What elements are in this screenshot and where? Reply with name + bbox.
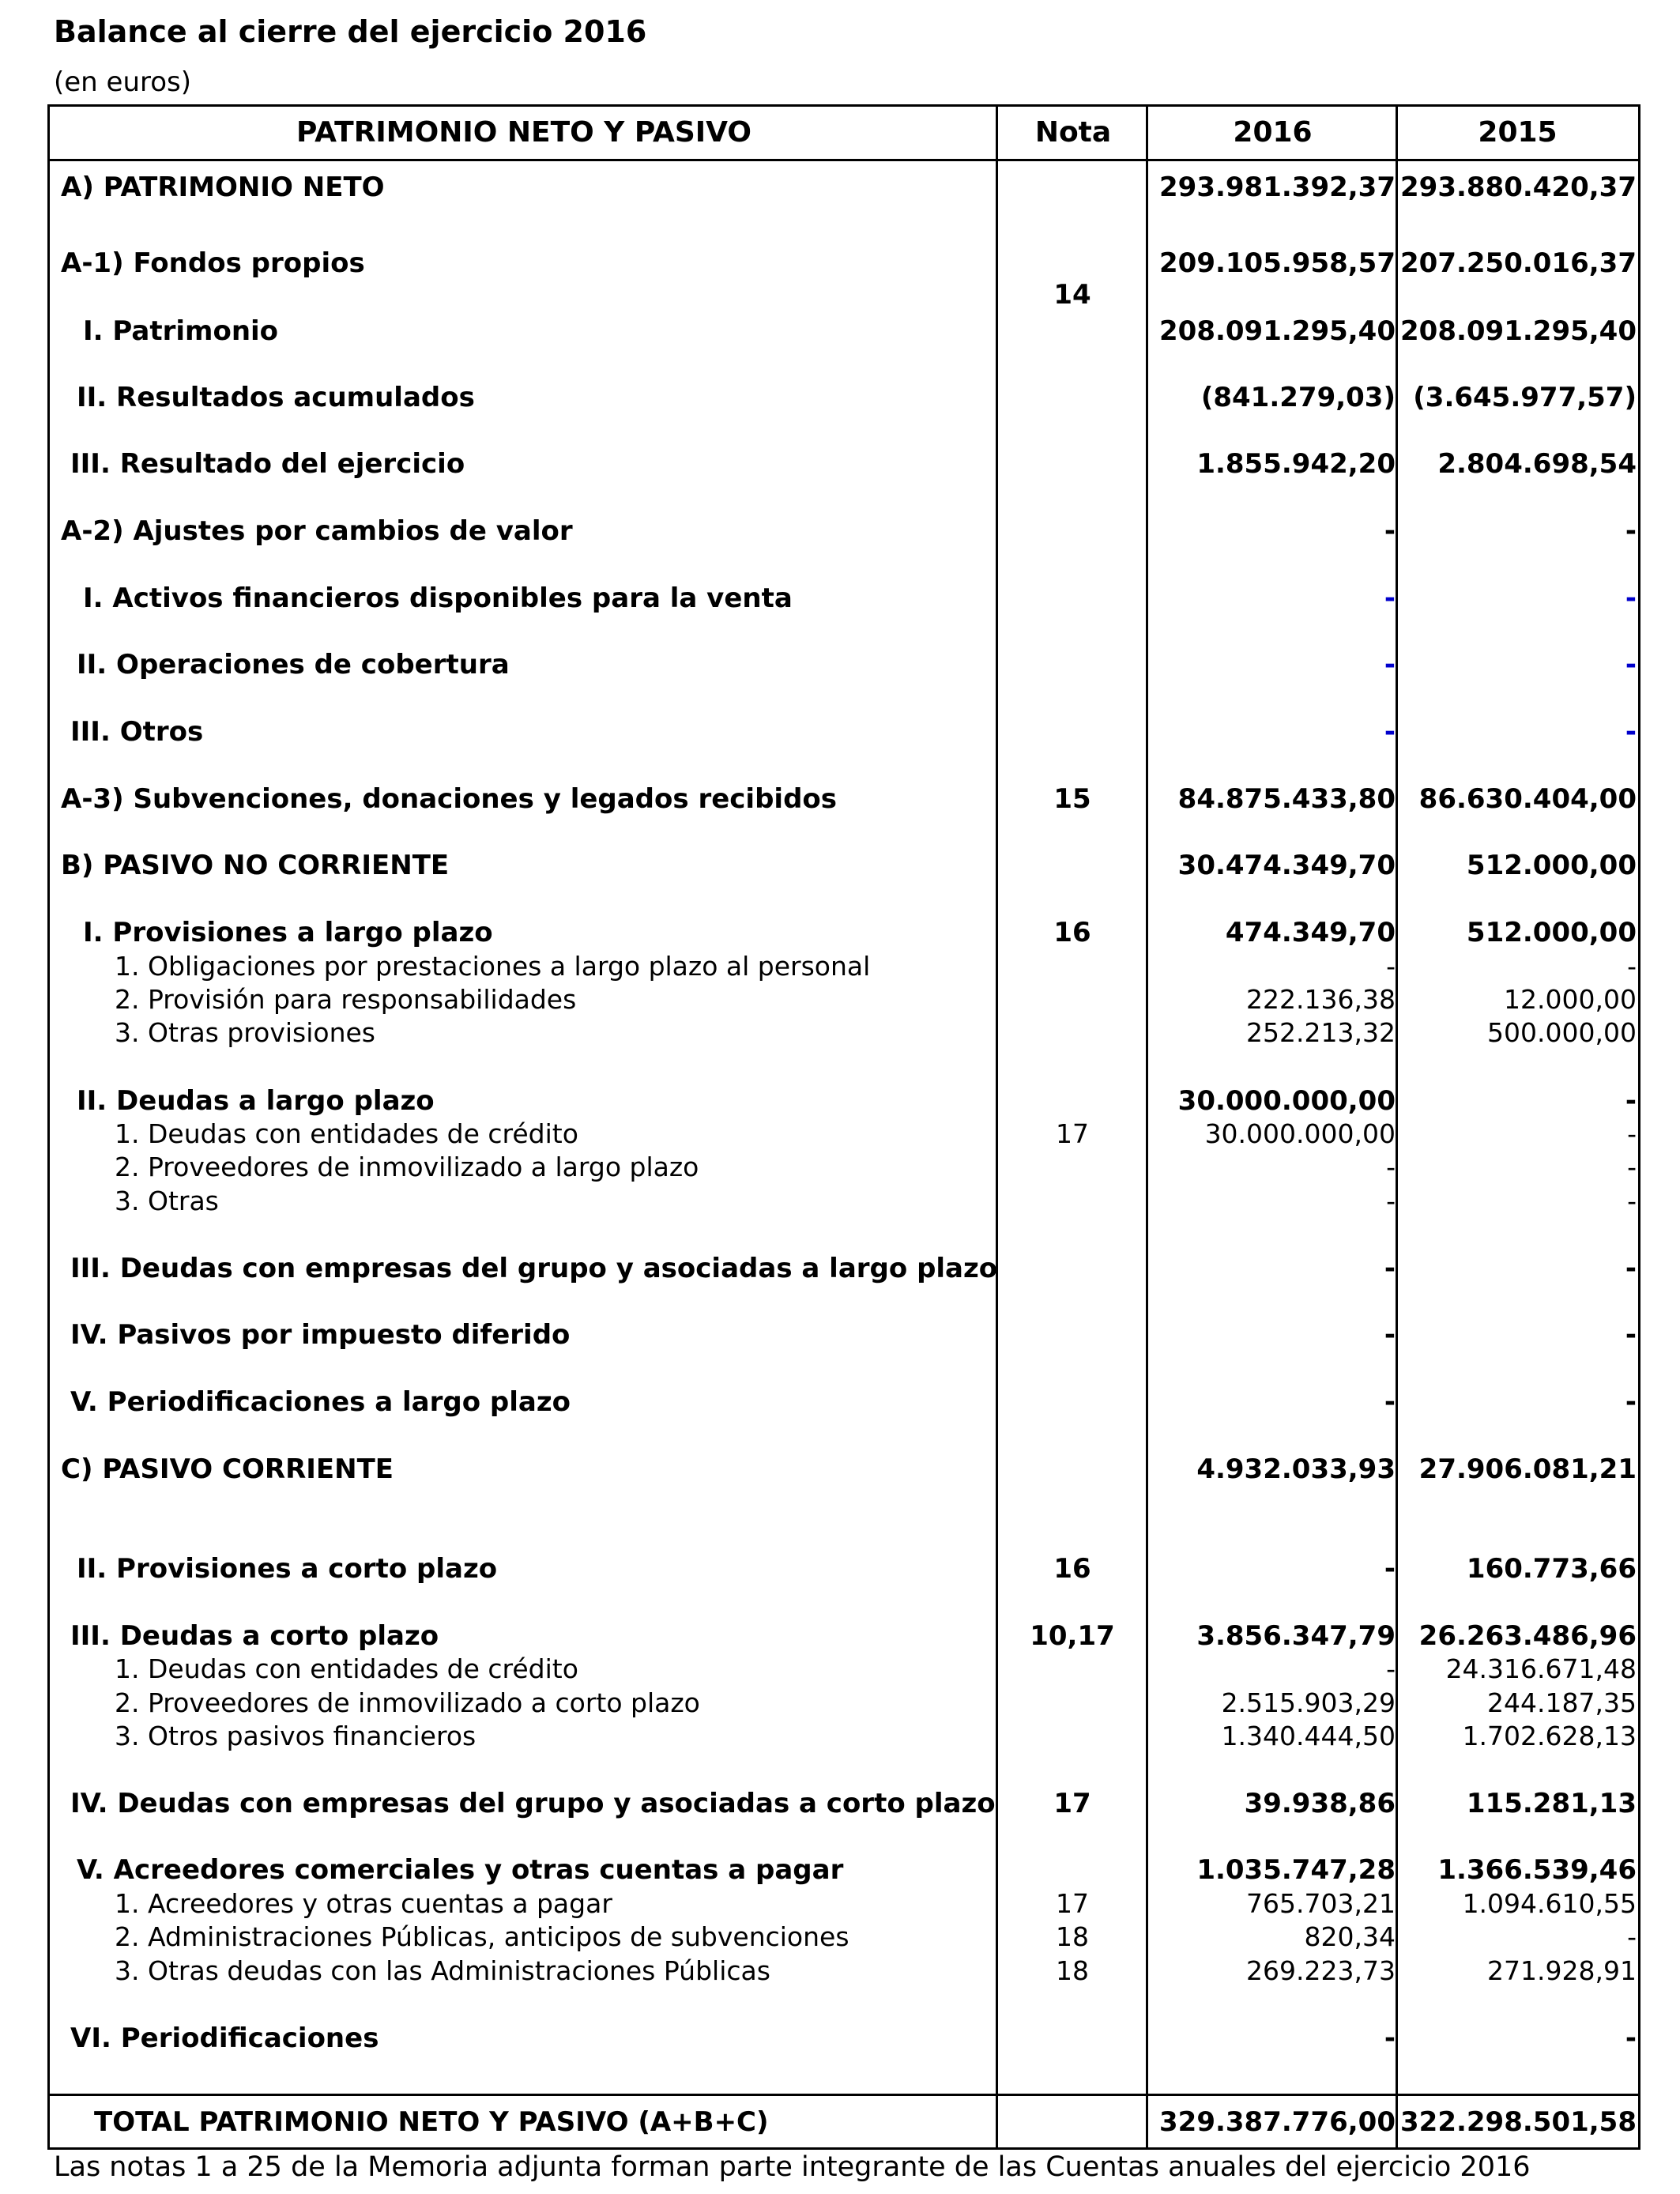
row-value-2015: - <box>1625 515 1637 547</box>
row-value-2016: - <box>1384 1386 1396 1418</box>
row-value-2015: 27.906.081,21 <box>1418 1453 1637 1485</box>
row-value-2015: 244.187,35 <box>1487 1687 1637 1718</box>
row-value-2016: 30.474.349,70 <box>1177 850 1396 881</box>
row-value-2016: - <box>1384 716 1396 748</box>
row-label: 3. Otras provisiones <box>115 1017 375 1048</box>
row-note: 17 <box>1053 1788 1091 1819</box>
row-label: A) PATRIMONIO NETO <box>61 172 385 203</box>
row-value-2016: - <box>1384 2022 1396 2054</box>
row-value-2015: 208.091.295,40 <box>1400 315 1637 347</box>
row-value-2016: 3.856.347,79 <box>1196 1620 1396 1652</box>
row-value-2016: 30.000.000,00 <box>1177 1085 1396 1117</box>
row-value-2015: 271.928,91 <box>1487 1955 1637 1986</box>
row-value-2016: - <box>1384 1253 1396 1284</box>
header-2016: 2016 <box>1233 116 1313 149</box>
row-value-2015: 207.250.016,37 <box>1400 247 1637 279</box>
row-label: I. Activos financieros disponibles para la venta <box>83 582 793 614</box>
row-label: 2. Administraciones Públicas, anticipos de subvenciones <box>115 1921 849 1952</box>
header-2015: 2015 <box>1478 116 1558 149</box>
row-value-2016: 1.035.747,28 <box>1196 1854 1396 1886</box>
row-label: III. Deudas a corto plazo <box>70 1620 439 1652</box>
row-value-2016: 208.091.295,40 <box>1159 315 1396 347</box>
total-2015: 322.298.501,58 <box>1400 2106 1637 2138</box>
row-note: 18 <box>1056 1921 1089 1952</box>
total-2016: 329.387.776,00 <box>1159 2106 1396 2138</box>
document-title: Balance al cierre del ejercicio 2016 <box>54 14 647 49</box>
row-note: 15 <box>1053 783 1091 815</box>
row-value-2015: - <box>1627 1921 1637 1952</box>
row-value-2015: - <box>1627 951 1637 982</box>
row-label: A-2) Ajustes por cambios de valor <box>61 515 573 547</box>
row-label: I. Provisiones a largo plazo <box>83 917 493 948</box>
row-value-2016: 252.213,32 <box>1246 1017 1396 1048</box>
row-value-2016: 222.136,38 <box>1246 984 1396 1015</box>
row-value-2015: 86.630.404,00 <box>1418 783 1637 815</box>
row-value-2015: 293.880.420,37 <box>1400 172 1637 203</box>
row-value-2015: - <box>1625 1386 1637 1418</box>
row-value-2016: - <box>1384 582 1396 614</box>
row-value-2016: 39.938,86 <box>1244 1788 1396 1819</box>
row-note: 16 <box>1053 1553 1091 1585</box>
row-label: III. Deudas con empresas del grupo y asociadas a largo plazo <box>70 1253 998 1284</box>
row-label: II. Resultados acumulados <box>77 382 475 413</box>
row-value-2016: - <box>1384 1319 1396 1351</box>
row-label: A-1) Fondos propios <box>61 247 365 279</box>
row-value-2016: 30.000.000,00 <box>1204 1118 1396 1149</box>
row-value-2015: - <box>1625 2022 1637 2054</box>
row-label: 2. Proveedores de inmovilizado a corto plazo <box>115 1687 700 1718</box>
row-value-2015: - <box>1625 1253 1637 1284</box>
row-label: IV. Pasivos por impuesto diferido <box>70 1319 571 1351</box>
row-label: VI. Periodificaciones <box>70 2022 379 2054</box>
row-value-2016: - <box>1384 515 1396 547</box>
row-value-2016: 209.105.958,57 <box>1159 247 1396 279</box>
row-label: A-3) Subvenciones, donaciones y legados recibidos <box>61 783 838 815</box>
row-note: 18 <box>1056 1955 1089 1986</box>
row-label: 2. Proveedores de inmovilizado a largo plazo <box>115 1152 699 1182</box>
row-label: V. Acreedores comerciales y otras cuentas a pagar <box>77 1854 844 1886</box>
row-value-2015: - <box>1627 1152 1637 1182</box>
row-value-2016: - <box>1386 1653 1396 1684</box>
row-value-2016: 84.875.433,80 <box>1177 783 1396 815</box>
row-value-2015: - <box>1625 716 1637 748</box>
row-value-2015: 115.281,13 <box>1466 1788 1637 1819</box>
row-label: 1. Deudas con entidades de crédito <box>115 1653 578 1684</box>
row-value-2016: 820,34 <box>1304 1921 1396 1952</box>
row-label: B) PASIVO NO CORRIENTE <box>61 850 450 881</box>
row-note: 10,17 <box>1030 1620 1115 1652</box>
row-label: 1. Deudas con entidades de crédito <box>115 1118 578 1149</box>
row-value-2016: (841.279,03) <box>1200 382 1396 413</box>
row-label: C) PASIVO CORRIENTE <box>61 1453 394 1485</box>
header-divider <box>50 159 1638 161</box>
row-note: 16 <box>1053 917 1091 948</box>
row-value-2015: 24.316.671,48 <box>1445 1653 1637 1684</box>
row-value-2016: - <box>1386 1186 1396 1216</box>
row-value-2015: - <box>1625 1319 1637 1351</box>
row-label: 3. Otras deudas con las Administraciones Públicas <box>115 1955 770 1986</box>
row-value-2016: - <box>1384 649 1396 680</box>
row-note: 17 <box>1056 1888 1089 1919</box>
row-value-2016: 269.223,73 <box>1246 1955 1396 1986</box>
row-label: V. Periodificaciones a largo plazo <box>70 1386 571 1418</box>
total-label: TOTAL PATRIMONIO NETO Y PASIVO (A+B+C) <box>94 2106 769 2138</box>
header-concept: PATRIMONIO NETO Y PASIVO <box>296 116 752 149</box>
row-value-2016: 1.855.942,20 <box>1196 448 1396 480</box>
row-value-2015: 512.000,00 <box>1466 917 1637 948</box>
row-value-2015: - <box>1625 1085 1637 1117</box>
row-label: III. Otros <box>70 716 204 748</box>
row-value-2015: - <box>1627 1186 1637 1216</box>
row-value-2015: 1.702.628,13 <box>1462 1721 1637 1751</box>
row-value-2015: 12.000,00 <box>1504 984 1637 1015</box>
row-value-2016: 474.349,70 <box>1225 917 1396 948</box>
row-label: II. Operaciones de cobertura <box>77 649 510 680</box>
row-value-2015: 160.773,66 <box>1466 1553 1637 1585</box>
row-label: III. Resultado del ejercicio <box>70 448 465 480</box>
row-value-2016: 1.340.444,50 <box>1221 1721 1396 1751</box>
row-value-2015: (3.645.977,57) <box>1413 382 1637 413</box>
row-value-2015: 512.000,00 <box>1466 850 1637 881</box>
row-value-2016: - <box>1384 1553 1396 1585</box>
note-value: 14 <box>1053 279 1091 311</box>
row-value-2015: - <box>1625 649 1637 680</box>
row-label: 1. Obligaciones por prestaciones a largo plazo al personal <box>115 951 871 982</box>
balance-sheet-table <box>47 104 1640 2150</box>
row-label: 2. Provisión para responsabilidades <box>115 984 577 1015</box>
row-value-2015: 26.263.486,96 <box>1418 1620 1637 1652</box>
row-value-2015: - <box>1625 582 1637 614</box>
row-value-2016: 4.932.033,93 <box>1196 1453 1396 1485</box>
row-label: II. Deudas a largo plazo <box>77 1085 435 1117</box>
row-value-2015: 1.366.539,46 <box>1437 1854 1637 1886</box>
row-label: I. Patrimonio <box>83 315 279 347</box>
row-value-2016: - <box>1386 1152 1396 1182</box>
row-value-2016: 2.515.903,29 <box>1221 1687 1396 1718</box>
row-value-2016: 765.703,21 <box>1246 1888 1396 1919</box>
row-note: 17 <box>1056 1118 1089 1149</box>
row-value-2016: 293.981.392,37 <box>1159 172 1396 203</box>
row-value-2015: 500.000,00 <box>1487 1017 1637 1048</box>
row-label: 1. Acreedores y otras cuentas a pagar <box>115 1888 612 1919</box>
row-label: 3. Otras <box>115 1186 219 1216</box>
footer-note: Las notas 1 a 25 de la Memoria adjunta forman parte integrante de las Cuentas anuales del ejercicio 2016 <box>54 2151 1531 2183</box>
row-value-2015: 1.094.610,55 <box>1462 1888 1637 1919</box>
row-value-2015: 2.804.698,54 <box>1437 448 1637 480</box>
header-note: Nota <box>1034 116 1112 149</box>
row-label: IV. Deudas con empresas del grupo y asociadas a corto plazo <box>70 1788 996 1819</box>
currency-unit: (en euros) <box>54 66 192 98</box>
row-label: II. Provisiones a corto plazo <box>77 1553 498 1585</box>
row-value-2016: - <box>1386 951 1396 982</box>
row-label: 3. Otros pasivos financieros <box>115 1721 477 1751</box>
total-divider <box>50 2094 1638 2096</box>
row-value-2015: - <box>1627 1118 1637 1149</box>
